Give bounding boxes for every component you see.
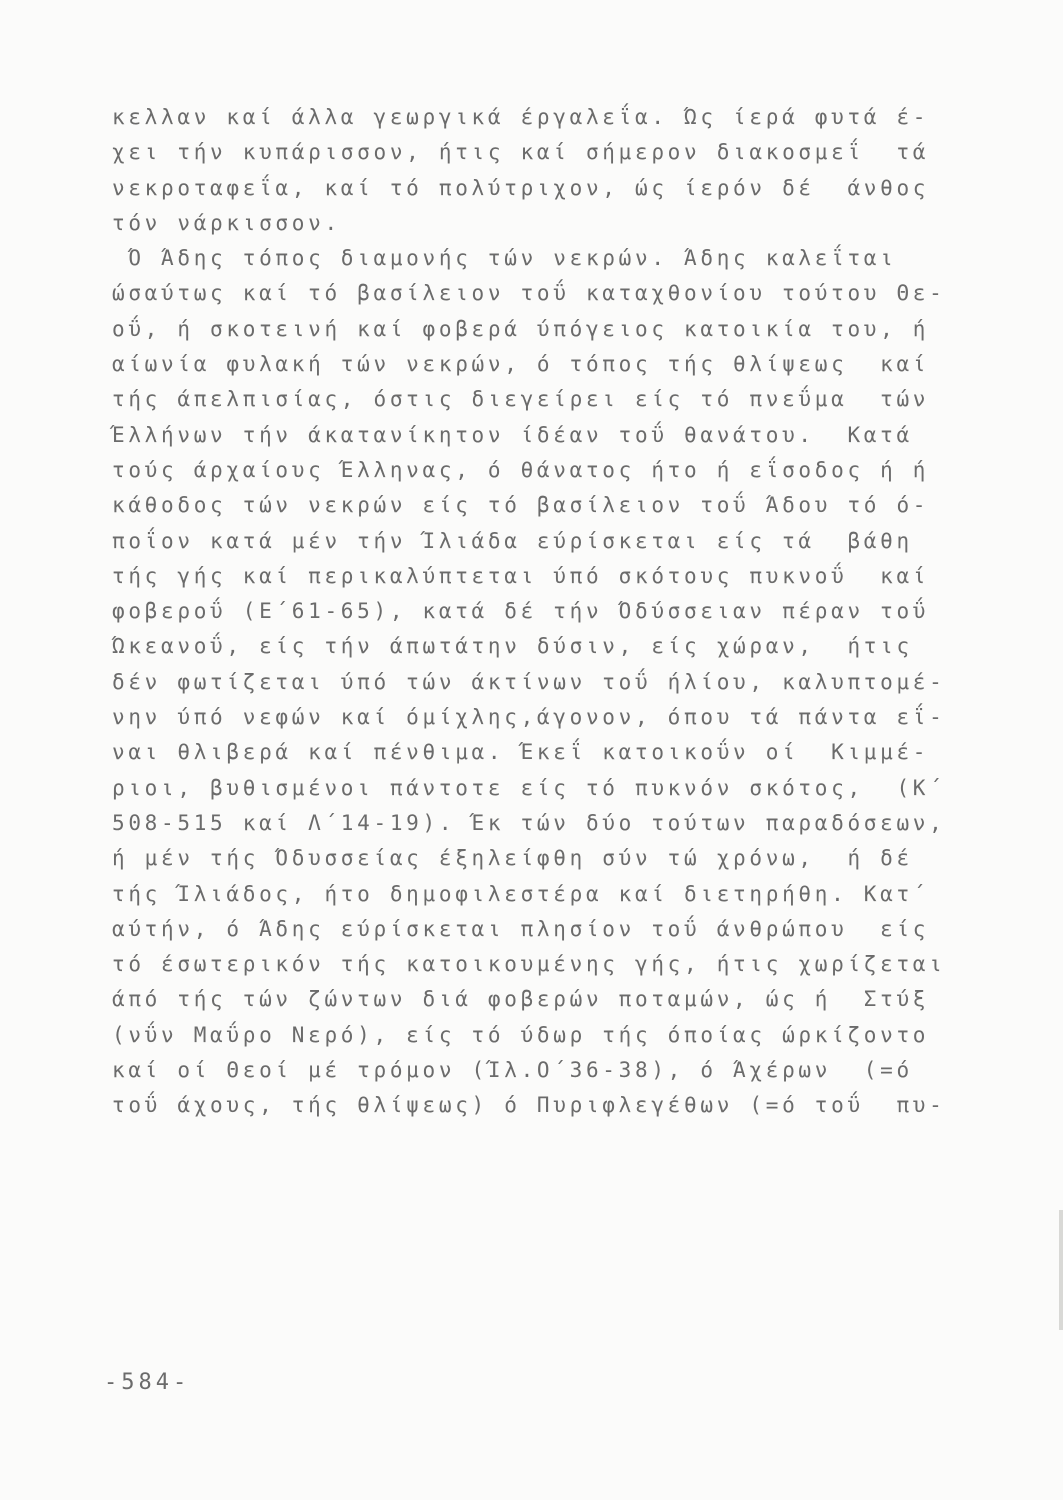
- text-line-11: τούς άρχαίους Έλληνας, ό θάνατος ήτο ή εΐσοδος ή ή: [112, 457, 930, 482]
- text-line-22: ή μέν τής Όδυσσείας έξηλείφθη σύν τώ χρόνω, ή δέ: [112, 846, 913, 871]
- text-line-9: τής άπελπισίας, όστις διεγείρει είς τό πνεΰμα τών: [112, 387, 930, 412]
- text-line-19: ναι θλιβερά καί πένθιμα. Έκεΐ κατοικοΰν οί Κιμμέ-: [112, 740, 930, 765]
- text-line-23: τής Ίλιάδος, ήτο δημοφιλεστέρα καί διετηρήθη. Κατ΄: [112, 881, 930, 906]
- text-line-2: χει τήν κυπάρισσον, ήτις καί σήμερον διακοσμεΐ τά: [112, 140, 930, 165]
- text-line-5: Ό Άδης τόπος διαμονής τών νεκρών. Άδης καλεΐται: [112, 246, 897, 271]
- text-line-16: Ώκεανοΰ, είς τήν άπωτάτην δύσιν, είς χώραν, ήτις: [112, 634, 913, 659]
- text-line-14: τής γής καί περικαλύπτεται ύπό σκότους πυκνοΰ καί: [112, 563, 930, 588]
- text-line-25: τό έσωτερικόν τής κατοικουμένης γής, ήτις χωρίζεται: [112, 952, 946, 977]
- text-line-26: άπό τής τών ζώντων διά φοβερών ποταμών, ώς ή Στύξ: [112, 987, 930, 1012]
- text-line-1: κελλαν καί άλλα γεωργικά έργαλεΐα. Ώς ίερά φυτά έ-: [112, 105, 930, 129]
- text-line-21: 508-515 καί Λ΄14-19). Έκ τών δύο τούτων παραδόσεων,: [112, 810, 946, 835]
- text-line-28: καί οί Θεοί μέ τρόμον (Ίλ.Ο΄36-38), ό Άχέρων (=ό: [112, 1058, 913, 1083]
- text-line-12: κάθοδος τών νεκρών είς τό βασίλειον τοΰ Άδου τό ό-: [112, 493, 930, 518]
- text-line-13: ποΐον κατά μέν τήν Ίλιάδα εύρίσκεται είς τά βάθη: [112, 528, 913, 553]
- text-line-18: νην ύπό νεφών καί όμίχλης,άγονον, όπου τά πάντα εΐ-: [112, 705, 946, 730]
- text-line-10: Έλλήνων τήν άκατανίκητον ίδέαν τοΰ θανάτου. Κατά: [112, 422, 913, 447]
- text-line-7: οΰ, ή σκοτεινή καί φοβερά ύπόγειος κατοικία του, ή: [112, 316, 930, 341]
- text-line-3: νεκροταφεΐα, καί τό πολύτριχον, ώς ίερόν δέ άνθος: [112, 175, 930, 200]
- text-line-17: δέν φωτίζεται ύπό τών άκτίνων τοΰ ήλίου, καλυπτομέ-: [112, 669, 946, 694]
- body-text: [112, 100, 992, 1124]
- page-number: -584-: [104, 1370, 191, 1395]
- text-line-6: ώσαύτως καί τό βασίλειον τοΰ καταχθονίου τούτου Θε-: [112, 281, 946, 306]
- scan-edge-mark: [1059, 1210, 1063, 1330]
- text-line-29: τοΰ άχους, τής θλίψεως) ό Πυριφλεγέθων (=ό τοΰ πυ-: [112, 1093, 946, 1118]
- text-line-8: αίωνία φυλακή τών νεκρών, ό τόπος τής θλίψεως καί: [112, 352, 930, 377]
- text-line-24: αύτήν, ό Άδης εύρίσκεται πλησίον τοΰ άνθρώπου είς: [112, 916, 930, 941]
- text-line-4: τόν νάρκισσον.: [112, 210, 341, 235]
- text-line-20: ριοι, βυθισμένοι πάντοτε είς τό πυκνόν σκότος, (Κ΄: [112, 775, 946, 800]
- text-line-15: φοβεροΰ (Ε΄61-65), κατά δέ τήν Όδύσσειαν πέραν τοΰ: [112, 599, 930, 624]
- text-line-27: (νΰν Μαΰρο Νερό), είς τό ύδωρ τής όποίας ώρκίζοντο: [112, 1022, 930, 1047]
